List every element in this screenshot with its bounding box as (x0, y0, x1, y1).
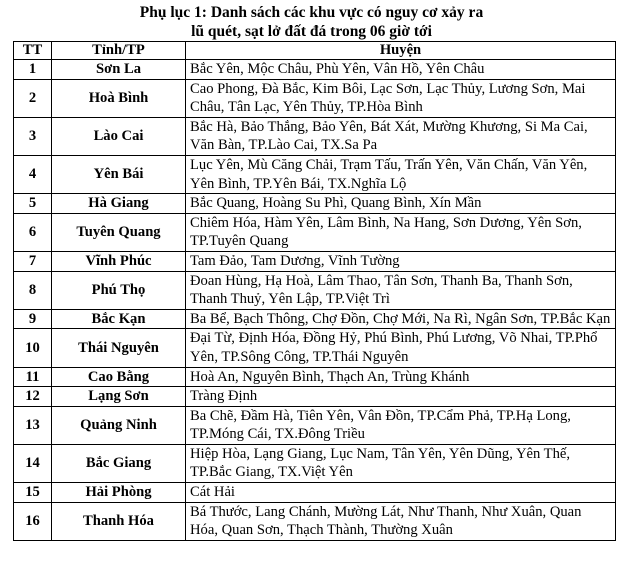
row-number: 13 (14, 406, 52, 444)
table-header-row (14, 42, 616, 60)
province-name: Hải Phòng (52, 483, 186, 503)
district-list: Bắc Hà, Bảo Thắng, Bảo Yên, Bát Xát, Mường Khương, Si Ma Cai, Văn Bàn, TP.Lào Cai, TX.Sa Pa (186, 117, 616, 155)
district-list: Đoan Hùng, Hạ Hoà, Lâm Thao, Tân Sơn, Thanh Ba, Thanh Sơn, Thanh Thuỷ, Yên Lập, TP.Việt Trì (186, 271, 616, 309)
province-name: Hoà Bình (52, 79, 186, 117)
district-list: Đại Từ, Định Hóa, Đồng Hỷ, Phú Bình, Phú Lương, Võ Nhai, TP.Phổ Yên, TP.Sông Công, TP.Thái Nguyên (186, 329, 616, 367)
district-list: Cát Hải (186, 483, 616, 503)
table-row (14, 213, 616, 251)
province-name: Bắc Kạn (52, 309, 186, 329)
table-row (14, 60, 616, 80)
province-name: Lào Cai (52, 117, 186, 155)
header-districts: Huyện (186, 42, 616, 60)
table-row (14, 194, 616, 214)
table-row (14, 271, 616, 309)
table-row (14, 502, 616, 540)
table-row (14, 155, 616, 193)
row-number: 1 (14, 60, 52, 80)
row-number: 10 (14, 329, 52, 367)
header-province: Tỉnh/TP (52, 42, 186, 60)
table-row (14, 406, 616, 444)
table-row (14, 251, 616, 271)
province-name: Cao Bằng (52, 367, 186, 387)
district-list: Tràng Định (186, 387, 616, 407)
province-name: Sơn La (52, 60, 186, 80)
row-number: 4 (14, 155, 52, 193)
district-list: Lục Yên, Mù Căng Chải, Trạm Tấu, Trấn Yên, Văn Chấn, Văn Yên, Yên Bình, TP.Yên Bái, TX.Nghĩa Lộ (186, 155, 616, 193)
table-row (14, 309, 616, 329)
district-list: Cao Phong, Đà Bắc, Kim Bôi, Lạc Sơn, Lạc Thủy, Lương Sơn, Mai Châu, Tân Lạc, Yên Thủy, TP.Hòa Bình (186, 79, 616, 117)
province-name: Hà Giang (52, 194, 186, 214)
province-name: Phú Thọ (52, 271, 186, 309)
row-number: 9 (14, 309, 52, 329)
row-number: 11 (14, 367, 52, 387)
row-number: 15 (14, 483, 52, 503)
document-title (0, 0, 623, 41)
table-row (14, 329, 616, 367)
title-line-1: Phụ lục 1: Danh sách các khu vực có nguy cơ xảy ra (139, 4, 484, 21)
row-number: 2 (14, 79, 52, 117)
district-list: Chiêm Hóa, Hàm Yên, Lâm Bình, Na Hang, Sơn Dương, Yên Sơn, TP.Tuyên Quang (186, 213, 616, 251)
district-list: Ba Bể, Bạch Thông, Chợ Đồn, Chợ Mới, Na Rì, Ngân Sơn, TP.Bắc Kạn (186, 309, 616, 329)
table-row (14, 79, 616, 117)
row-number: 8 (14, 271, 52, 309)
table-row (14, 117, 616, 155)
province-name: Vĩnh Phúc (52, 251, 186, 271)
table-row (14, 367, 616, 387)
table-row (14, 483, 616, 503)
province-name: Quảng Ninh (52, 406, 186, 444)
row-number: 5 (14, 194, 52, 214)
district-list: Tam Đảo, Tam Dương, Vĩnh Tường (186, 251, 616, 271)
title-line-2: lũ quét, sạt lở đất đá trong 06 giờ tới (191, 23, 432, 40)
district-list: Bắc Quang, Hoàng Su Phì, Quang Bình, Xín Mần (186, 194, 616, 214)
province-name: Thái Nguyên (52, 329, 186, 367)
province-name: Thanh Hóa (52, 502, 186, 540)
row-number: 6 (14, 213, 52, 251)
row-number: 3 (14, 117, 52, 155)
province-name: Bắc Giang (52, 444, 186, 482)
row-number: 7 (14, 251, 52, 271)
table-row (14, 387, 616, 407)
header-tt: TT (14, 42, 52, 60)
province-name: Yên Bái (52, 155, 186, 193)
district-list: Ba Chẽ, Đầm Hà, Tiên Yên, Vân Đồn, TP.Cẩm Phả, TP.Hạ Long, TP.Móng Cái, TX.Đông Triều (186, 406, 616, 444)
province-name: Lạng Sơn (52, 387, 186, 407)
risk-area-table (13, 41, 616, 541)
table-row (14, 444, 616, 482)
province-name: Tuyên Quang (52, 213, 186, 251)
district-list: Bá Thước, Lang Chánh, Mường Lát, Như Thanh, Như Xuân, Quan Hóa, Quan Sơn, Thạch Thành, Thường Xuân (186, 502, 616, 540)
row-number: 14 (14, 444, 52, 482)
district-list: Hoà An, Nguyên Bình, Thạch An, Trùng Khánh (186, 367, 616, 387)
district-list: Hiệp Hòa, Lạng Giang, Lục Nam, Tân Yên, Yên Dũng, Yên Thế, TP.Bắc Giang, TX.Việt Yên (186, 444, 616, 482)
district-list: Bắc Yên, Mộc Châu, Phù Yên, Vân Hồ, Yên Châu (186, 60, 616, 80)
row-number: 16 (14, 502, 52, 540)
row-number: 12 (14, 387, 52, 407)
